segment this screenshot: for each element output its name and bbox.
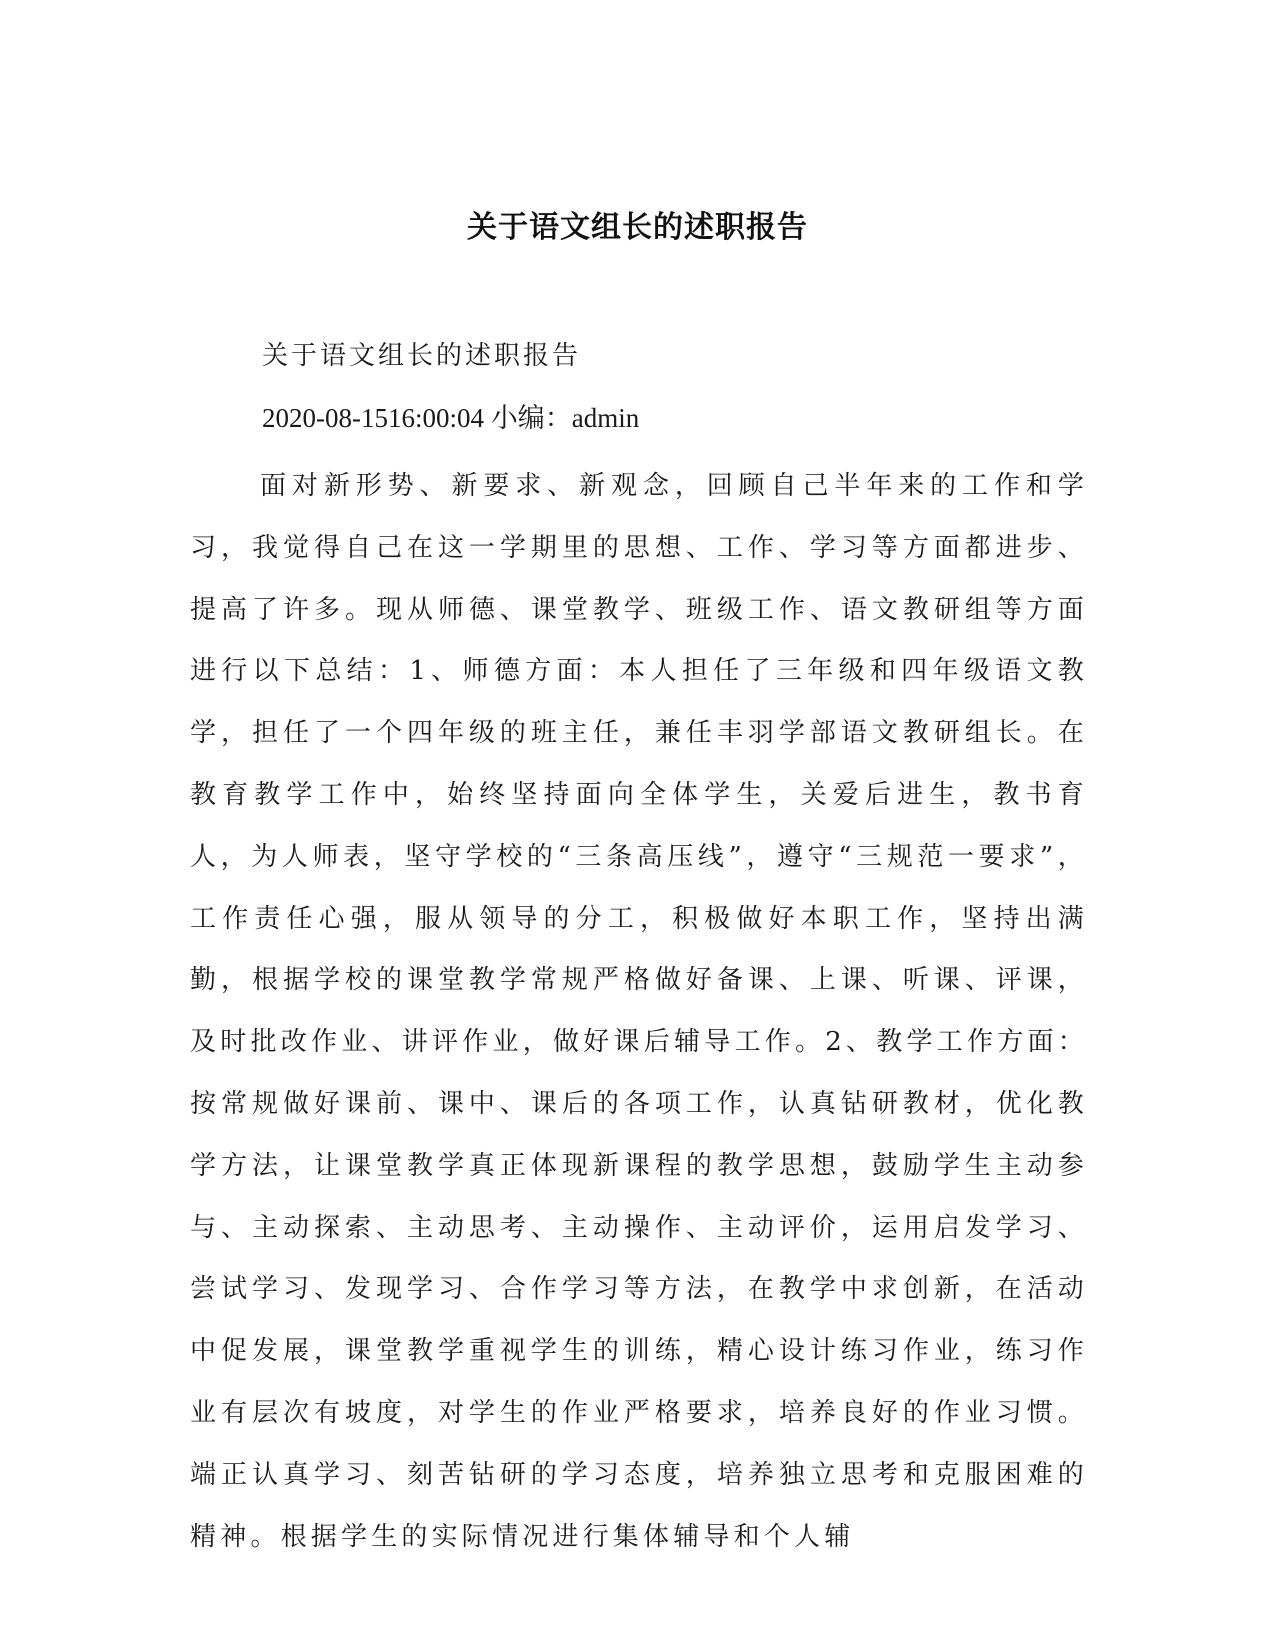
body-paragraph: 面对新形势、新要求、新观念，回顾自己半年来的工作和学习，我觉得自己在这一学期里的思想、工作、学习等方面都进步、提高了许多。现从师德、课堂教学、班级工作、语文教研组等方面进行以下总结：1、师德方面：本人担任了三年级和四年级语文教学，担任了一个四年级的班主任，兼任丰羽学部语文教研组长。在教育教学工作中，始终坚持面向全体学生，关爱后进生，教书育人，为人师表，坚守学校的“三条高压线”，遵守“三规范一要求”，工作责任心强，服从领导的分工，积极做好本职工作，坚持出满勤，根据学校的课堂教学常规严格做好备课、上课、听课、评课，及时批改作业、讲评作业，做好课后辅导工作。2、教学工作方面：按常规做好课前、课中、课后的各项工作，认真钻研教材，优化教学方法，让课堂教学真正体现新课程的教学思想，鼓励学生主动参与、主动探索、主动思考、主动操作、主动评价，运用启发学习、尝试学习、发现学习、合作学习等方法，在教学中求创新，在活动中促发展，课堂教学重视学生的训练，精心设计练习作业，练习作业有层次有坡度，对学生的作业严格要求，培养良好的作业习惯。端正认真学习、刻苦钻研的学习态度，培养独立思考和克服困难的精神。根据学生的实际情况进行集体辅导和个人辅 — [190, 471, 1088, 1552]
document-title: 关于语文组长的述职报告 — [467, 210, 808, 245]
document-subtitle: 关于语文组长的述职报告 — [262, 341, 582, 371]
document-meta: 2020-08-1516:00:04 小编：admin — [262, 403, 640, 433]
